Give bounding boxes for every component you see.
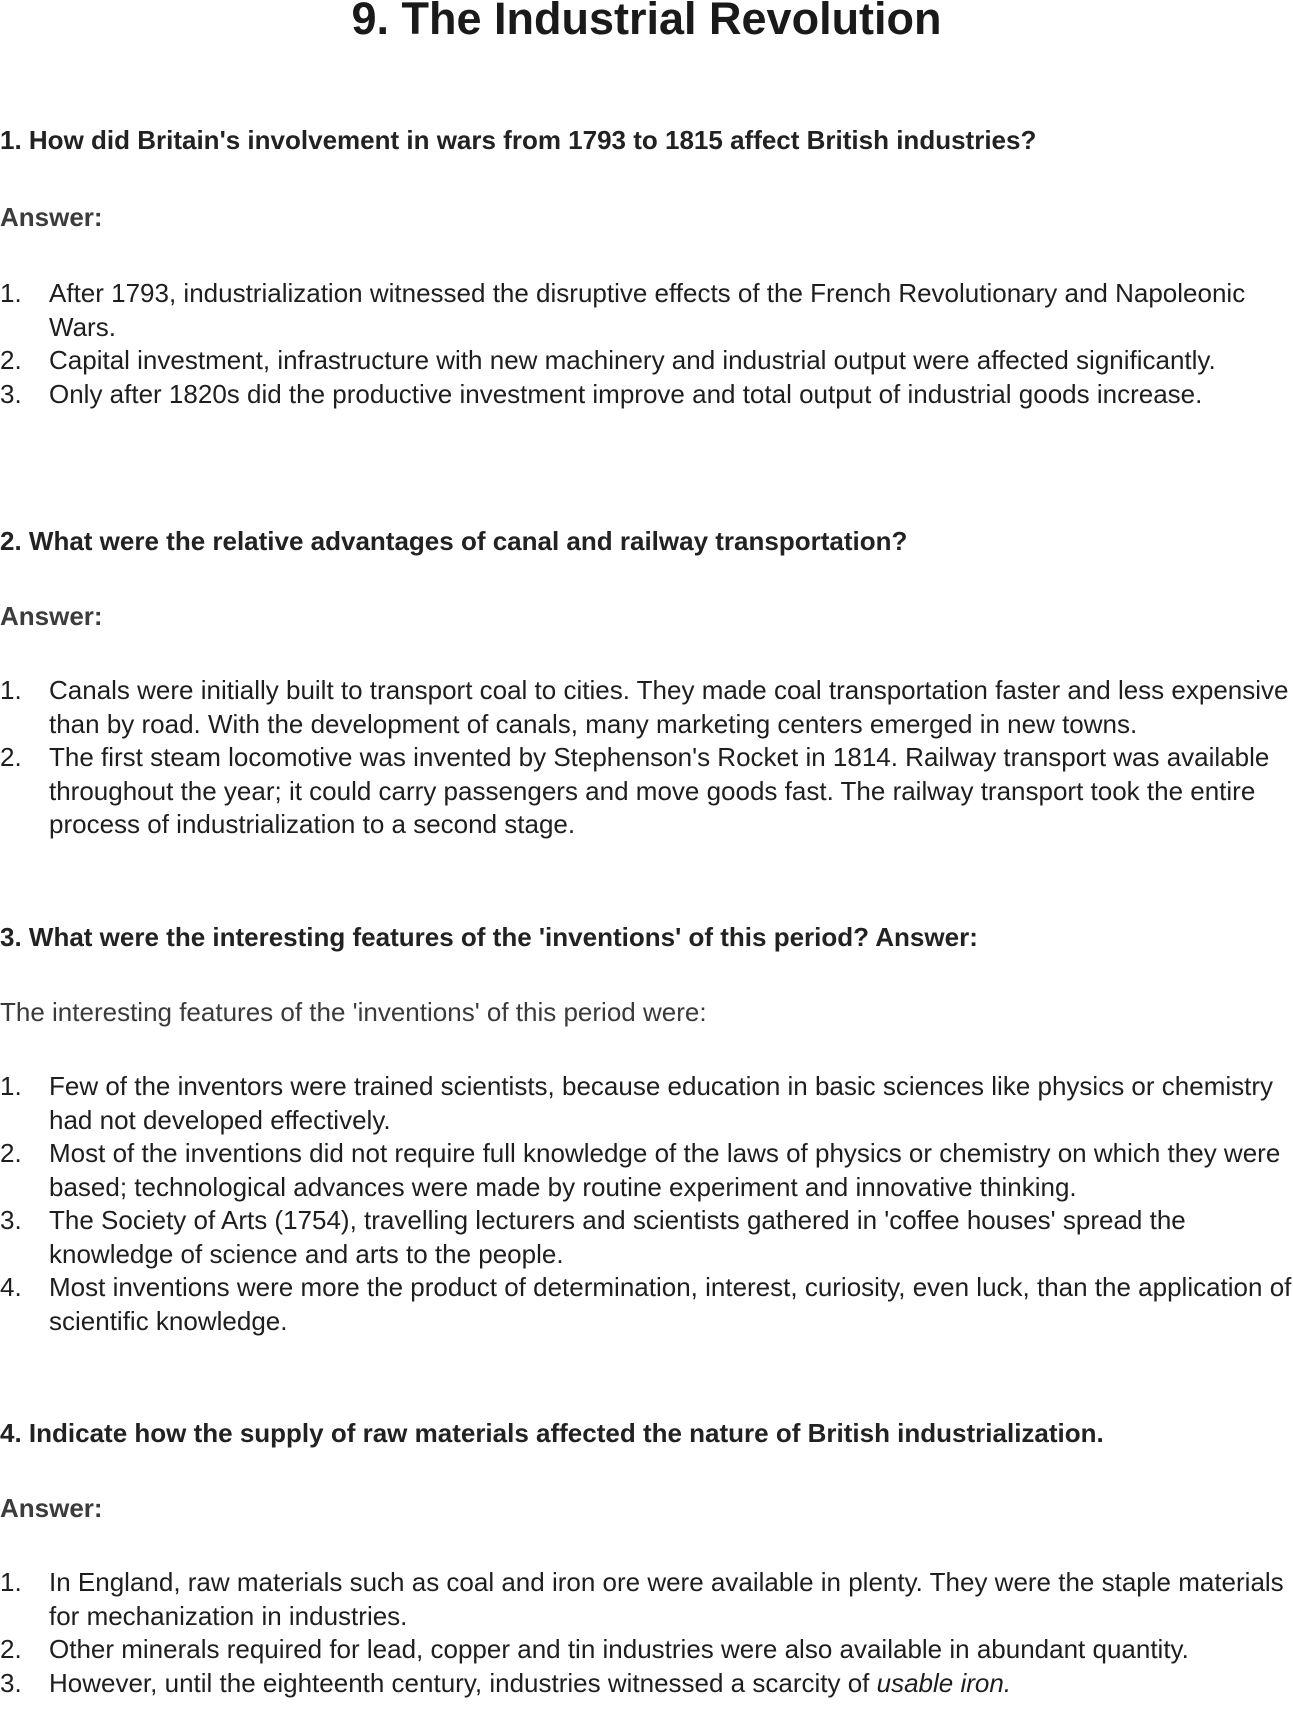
answer-label-4: Answer:: [0, 1493, 103, 1523]
list-number: 2.: [0, 1634, 22, 1664]
list-item: [0, 674, 1293, 741]
list-number: 1.: [0, 1567, 22, 1597]
list-text: Most inventions were more the product of determination, interest, curiosity, even luck, than the application of scientific knowledge.: [49, 1272, 1292, 1336]
list-number: 2.: [0, 742, 22, 772]
answer-intro-3: The interesting features of the 'inventions' of this period were:: [0, 997, 707, 1027]
list-item: [0, 1667, 1293, 1701]
list-item: [0, 1204, 1293, 1271]
list-text: After 1793, industrialization witnessed the disruptive effects of the French Revolutionary and Napoleonic Wars.: [49, 278, 1246, 342]
list-text: However, until the eighteenth century, industries witnessed a scarcity of: [49, 1667, 870, 1698]
list-item: [0, 741, 1293, 842]
question-3: 3. What were the interesting features of the 'inventions' of this period? Answer:: [0, 922, 978, 952]
list-item: [0, 1633, 1293, 1667]
list-item: [0, 1271, 1293, 1338]
answer-label-2: Answer:: [0, 601, 103, 631]
list-text: Other minerals required for lead, copper and tin industries were also available in abundant quantity.: [49, 1634, 1189, 1664]
list-item: [0, 1566, 1293, 1633]
question-1: 1. How did Britain's involvement in wars from 1793 to 1815 affect British industries?: [0, 125, 1037, 155]
list-text: Capital investment, infrastructure with new machinery and industrial output were affected significantly.: [49, 345, 1216, 375]
list-text: Few of the inventors were trained scientists, because education in basic sciences like physics or chemistry had not developed effectively.: [49, 1071, 1274, 1135]
answer-list-4: [0, 1566, 1293, 1700]
answer-list-3: [0, 1070, 1293, 1338]
list-text: Canals were initially built to transport coal to cities. They made coal transportation faster and less expensive than by road. With the development of canals, many marketing centers emerged in new towns.: [49, 675, 1289, 739]
list-item: [0, 378, 1293, 412]
list-item: [0, 1137, 1293, 1204]
list-number: 1.: [0, 1071, 22, 1101]
list-text: Most of the inventions did not require full knowledge of the laws of physics or chemistry on which they were based; technological advances were made by routine experiment and innovative thinking.: [49, 1138, 1281, 1202]
list-number: 3.: [0, 1667, 22, 1698]
list-number: 4.: [0, 1272, 22, 1302]
question-4: 4. Indicate how the supply of raw materials affected the nature of British industrialization.: [0, 1418, 1104, 1448]
list-text: In England, raw materials such as coal and iron ore were available in plenty. They were the staple materials for mechanization in industries.: [49, 1567, 1284, 1631]
list-number: 3.: [0, 378, 22, 409]
answer-list-2: [0, 674, 1293, 842]
page-title: 9. The Industrial Revolution: [351, 0, 942, 44]
list-number: 1.: [0, 675, 22, 705]
list-number: 2.: [0, 1138, 22, 1168]
list-number: 3.: [0, 1205, 22, 1235]
list-text: The first steam locomotive was invented by Stephenson's Rocket in 1814. Railway transport was available throughout the year; it could carry passengers and move goods fast. The railway transport took the entire process of industrialization to a second stage.: [49, 742, 1270, 839]
list-text: The Society of Arts (1754), travelling lecturers and scientists gathered in 'coffee houses' spread the knowledge of science and arts to the people.: [49, 1205, 1186, 1269]
answer-list-1: [0, 277, 1293, 411]
list-item: [0, 344, 1293, 378]
answer-label-1: Answer:: [0, 202, 103, 232]
list-item: [0, 277, 1293, 344]
list-item: [0, 1070, 1293, 1137]
question-2: 2. What were the relative advantages of canal and railway transportation?: [0, 526, 908, 556]
list-number: 2.: [0, 345, 22, 375]
list-text: Only after 1820s did the productive investment improve and total output of industrial goods increase.: [49, 378, 1203, 409]
list-text-emphasis: usable iron.: [876, 1667, 1012, 1698]
list-number: 1.: [0, 278, 22, 308]
